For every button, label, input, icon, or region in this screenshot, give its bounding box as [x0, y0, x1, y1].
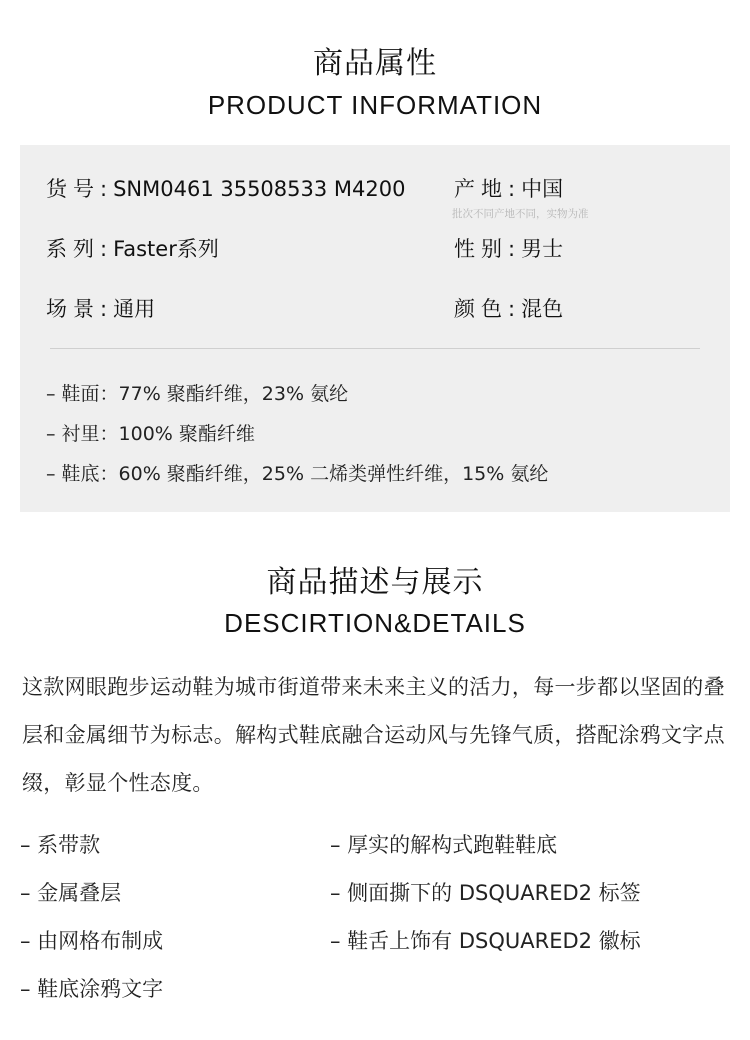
- material-lining: – 衬里：100% 聚酯纤维: [46, 423, 255, 445]
- item-no-label: 货号: [46, 177, 100, 201]
- gender-row: 性别: 男士: [454, 237, 564, 261]
- feature-item: – 侧面撕下的 DSQUARED2 标签: [330, 881, 641, 905]
- feature-item: – 鞋舌上饰有 DSQUARED2 徽标: [330, 929, 641, 953]
- scene-value: 通用: [113, 297, 156, 321]
- details-title-en: DESCIRTION&DETAILS: [224, 608, 526, 638]
- series-row: 系列: Faster系列: [46, 237, 219, 261]
- origin-value: 中国: [521, 177, 564, 201]
- divider: [50, 348, 700, 349]
- scene-label: 场景: [46, 297, 100, 321]
- product-info-title-en: PRODUCT INFORMATION: [207, 90, 543, 120]
- gender-value: 男士: [521, 237, 564, 261]
- product-description: 这款网眼跑步运动鞋为城市街道带来未来主义的活力，每一步都以坚固的叠层和金属细节为标志。解构式鞋底融合运动风与先锋气质，搭配涂鸦文字点缀，彰显个性态度。: [22, 675, 725, 795]
- origin-row: 产地: 中国: [454, 177, 564, 201]
- product-info-panel: [20, 145, 730, 512]
- color-value: 混色: [521, 297, 564, 321]
- color-label: 颜色: [454, 297, 508, 321]
- item-no-row: 货号: SNM0461 35508533 M4200: [46, 177, 406, 201]
- scene-row: 场景: 通用: [46, 297, 156, 321]
- item-no-value: SNM0461 35508533 M4200: [113, 177, 406, 201]
- series-value: Faster系列: [113, 237, 219, 261]
- color-row: 颜色: 混色: [454, 297, 564, 321]
- feature-item: – 鞋底涂鸦文字: [20, 977, 164, 1001]
- product-info-title-cn: 商品属性: [313, 46, 437, 81]
- feature-item: – 金属叠层: [20, 881, 122, 905]
- details-title-cn: 商品描述与展示: [266, 565, 484, 600]
- material-sole: – 鞋底：60% 聚酯纤维，25% 二烯类弹性纤维，15% 氨纶: [46, 463, 549, 485]
- origin-label: 产地: [454, 177, 508, 201]
- material-upper: – 鞋面：77% 聚酯纤维，23% 氨纶: [46, 383, 349, 405]
- gender-label: 性别: [454, 237, 508, 261]
- series-label: 系列: [46, 237, 100, 261]
- origin-note: 批次不同产地不同，实物为准: [452, 208, 589, 220]
- feature-item: – 厚实的解构式跑鞋鞋底: [330, 833, 558, 857]
- feature-item: – 系带款: [20, 833, 101, 857]
- feature-item: – 由网格布制成: [20, 929, 164, 953]
